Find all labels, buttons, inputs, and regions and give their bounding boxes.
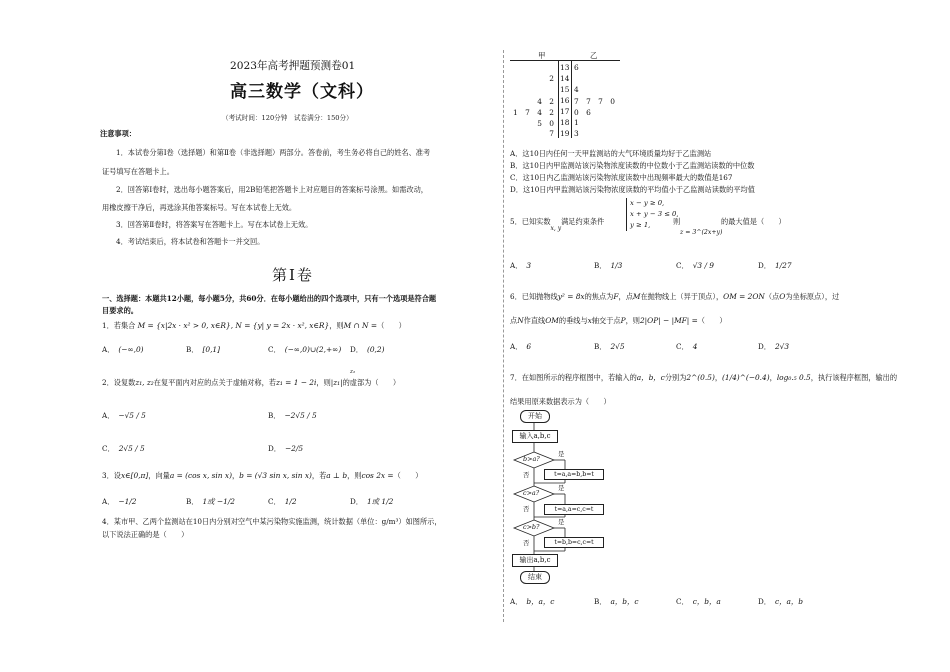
question-6-line2: 点N作直线OM的垂线与x轴交于点P，则2|OP| − |MF| =（ ）	[510, 316, 727, 325]
flow-cond-2: c>a?	[523, 489, 540, 497]
stemleaf-stem: 15	[560, 85, 570, 94]
question-1: 1．若集合 M = {x|2x · x² > 0, x∈R}, N = {y| y = 2x · x², x∈R}，则M ∩ N =（ ）	[102, 321, 406, 330]
q7-option-c: C． c，b，a	[676, 597, 721, 606]
question-4-line1: 4．某市甲、乙两个监测站在10日内分别对空气中某污染物实施监测，统计数据（单位：g/m³）如图所示，	[102, 517, 442, 526]
q2-option-c: C． 2√5 / 5	[102, 444, 145, 453]
q6-option-d: D． 2√3	[758, 342, 790, 351]
stemleaf-left: 5 0	[537, 119, 554, 128]
stemleaf-left: 2	[549, 74, 554, 83]
q3-option-a: A． −1/2	[102, 497, 137, 506]
q5-option-b: B． 1/3	[594, 261, 623, 270]
question-3: 3．设x∈[0,π]，向量a = (cos x, sin x)，b = (√3 sin x, sin x)，若a ⊥ b，则cos 2x =（ ）	[102, 471, 423, 480]
stem-leaf-plot	[508, 50, 668, 140]
left-column	[100, 0, 496, 672]
note-line: 4．考试结束后，将本试卷和答题卡一并交回。	[116, 237, 265, 246]
stemleaf-left: 7	[549, 129, 554, 138]
q6-option-b: B． 2√5	[594, 342, 625, 351]
column-divider	[503, 50, 504, 622]
stemleaf-right: 3	[574, 129, 579, 138]
q6-option-a: A． 6	[510, 342, 532, 351]
q4-option-a: A．这10日内任何一天甲监测站的大气环境质量均好于乙监测站	[510, 149, 712, 158]
note-line: 2．回答第Ⅰ卷时，选出每小题答案后，用2B铅笔把答题卡上对应题目的答案标号涂黑。如需改动，	[116, 185, 428, 194]
section-intro: 目要求的。	[102, 306, 138, 315]
q5-option-c: C． √3 / 9	[676, 261, 714, 270]
question-7-line1: 7．在如图所示的程序框图中，若输入的a，b，c分别为2^(0.5)，(1/4)^(−0.4)，log₀.₅ 0.5，执行该程序框图，输出的	[510, 373, 898, 382]
q4-option-b: B．这10日内甲监测站该污染物浓度读数的中位数小于乙监测站读数的中位数	[510, 161, 755, 170]
stemleaf-stem: 17	[560, 107, 570, 116]
stemleaf-header-right: 乙	[590, 51, 598, 60]
subject-title: 高三数学（文科）	[230, 82, 374, 102]
note-line: 证号填写在答题卡上。	[102, 167, 174, 176]
q4-option-d: D．这10日内甲监测站该污染物浓度读数的平均值小于乙监测站读数的平均值	[510, 185, 755, 194]
note-line: 3．回答第Ⅱ卷时，将答案写在答题卡上。写在本试卷上无效。	[116, 220, 313, 229]
stemleaf-stem: 19	[560, 129, 570, 138]
flow-output: 输出a,b,c	[512, 554, 558, 567]
q3-option-c: C． 1/2	[268, 497, 297, 506]
stemleaf-stem: 16	[560, 96, 570, 105]
exam-info: （考试时间：120分钟 试卷满分：150分）	[222, 114, 353, 122]
note-line: 1．本试卷分第Ⅰ卷（选择题）和第Ⅱ卷（非选择题）两部分。答卷前，考生务必将自己的姓名、准考	[116, 148, 431, 157]
exam-title: 2023年高考押题预测卷01	[230, 60, 356, 72]
stemleaf-right: 1	[574, 118, 579, 127]
question-4-line2: 以下说法正确的是（ ）	[102, 530, 189, 539]
question-5: 5．已知实数$_{x, y}$满足约束条件	[510, 217, 605, 232]
q5-stem-then: 则	[673, 217, 681, 226]
q3-option-b: B． 1或 −1/2	[186, 497, 236, 506]
section-intro: 一、选择题：本题共12小题，每小题5分，共60分．在每小题给出的四个选项中，只有一个选项是符合题	[102, 294, 437, 303]
q1-option-a: A． (−∞,0)	[102, 345, 144, 354]
flow-yes-3: 是	[558, 518, 565, 526]
q4-option-c: C．这10日内乙监测站该污染物浓度读数中出现频率最大的数值是167	[510, 173, 733, 182]
notes-heading: 注意事项：	[100, 129, 136, 138]
stemleaf-stem: 13	[560, 63, 570, 72]
flow-cond-3: c>b?	[523, 523, 540, 531]
right-column	[508, 0, 908, 672]
q7-option-d: D． c，a，b	[758, 597, 804, 606]
stemleaf-rule	[510, 60, 620, 61]
flow-start: 开始	[520, 410, 550, 423]
stemleaf-header-left: 甲	[538, 51, 546, 60]
flow-assign-1: t=a,a=b,b=t	[544, 469, 604, 480]
flow-yes-1: 是	[558, 450, 565, 458]
q3-option-d: D． 1或 1/2	[350, 497, 394, 506]
q5-stem-max: 的最大值是（ ）	[721, 217, 786, 226]
question-2: 2．设复数z₁, z₂在复平面内对应的点关于虚轴对称，若z₁ = 1 − 2i，则|z₁|的虚部为（ ）	[102, 378, 401, 387]
q7-option-b: B． a，b，c	[594, 597, 639, 606]
q6-option-c: C． 4	[676, 342, 698, 351]
q1-option-c: C． (−∞,0)∪(2,+∞)	[268, 345, 342, 354]
stemleaf-stem: 14	[560, 74, 570, 83]
stemleaf-right-rule	[571, 61, 572, 138]
q5-constraints: x − y ≥ 0, x + y − 3 ≤ 0, y ≥ 1,	[626, 198, 679, 231]
q7-option-a: A． b，a，c	[510, 597, 555, 606]
stemleaf-left: 1 7 4 2	[513, 108, 554, 117]
q1-option-d: D． (0,2)	[350, 345, 385, 354]
stemleaf-left: 4 2	[537, 97, 554, 106]
flow-cond-1: b>a?	[523, 455, 540, 463]
stemleaf-right: 0 6	[574, 108, 591, 117]
question-6-line1: 6．已知抛物线y² = 8x的焦点为F，点M在抛物线上（异于顶点），OM = 2ON（点O为坐标原点），过	[510, 292, 840, 301]
flow-no-2: 否	[523, 505, 530, 513]
question-7-line2: 结果用原来数据表示为（ ）	[510, 397, 611, 406]
q2-option-a: A． −√5 / 5	[102, 411, 146, 420]
q2-option-d: D． −2/5	[268, 444, 304, 453]
stemleaf-left-rule	[558, 61, 559, 138]
flow-assign-3: t=b,b=c,c=t	[544, 537, 604, 548]
flow-assign-2: t=a,a=c,c=t	[544, 504, 604, 515]
q2-fraction-top: z₂	[350, 369, 356, 375]
flow-input: 输入a,b,c	[512, 430, 558, 443]
stemleaf-right: 4	[574, 85, 579, 94]
stemleaf-right: 7 7 7 0	[574, 97, 615, 106]
flow-end: 结束	[520, 571, 550, 584]
q5-target: z = 3^(2x+y)	[680, 229, 723, 236]
flow-no-3: 否	[523, 539, 530, 547]
flow-no-1: 否	[523, 471, 530, 479]
q2-option-b: B． −2√5 / 5	[268, 411, 317, 420]
q5-option-a: A． 3	[510, 261, 532, 270]
q1-option-b: B． [0,1]	[186, 345, 221, 354]
section-title: 第Ⅰ卷	[272, 266, 314, 284]
stemleaf-stem: 18	[560, 118, 570, 127]
q5-option-d: D． 1/27	[758, 261, 792, 270]
note-line: 用橡皮擦干净后，再选涂其他答案标号。写在本试卷上无效。	[102, 203, 297, 212]
flow-yes-2: 是	[558, 484, 565, 492]
stemleaf-right: 6	[574, 63, 579, 72]
flowchart	[508, 408, 628, 588]
